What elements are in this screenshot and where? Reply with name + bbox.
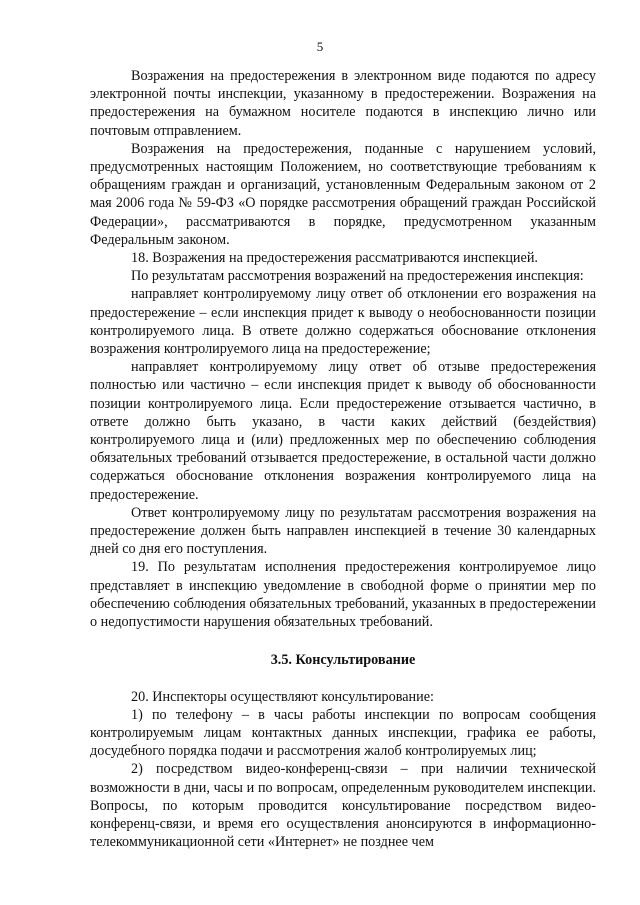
document-body xyxy=(90,67,596,851)
paragraph: направляет контролируемому лицу ответ об отклонении его возражения на предостережение – если инспекция придет к выводу о необоснованности позиции контролируемого лица. В ответе должно содержаться обоснование отклонения возражения контролируемого лица на предостережение; xyxy=(90,286,596,358)
paragraph: 20. Инспекторы осуществляют консультирование: xyxy=(131,688,434,705)
paragraph: направляет контролируемому лицу ответ об отзыве предостережения полностью или частично – если инспекция придет к выводу об обоснованности позиции контролируемого лица. Если предостережение отзывается частично, в ответе должно быть указано, в части каких действий (бездействия) контролируемого лица и (или) предложенных мер по обеспечению соблюдения обязательных требований отзывается предостережение, в остальной части должно содержаться обоснование отклонения возражения контролируемого лица на предостережение. xyxy=(90,359,596,503)
page-number: 5 xyxy=(316,39,324,54)
paragraph: 19. По результатам исполнения предостережения контролируемое лицо представляет в инспекцию уведомление в свободной форме о принятии мер по обеспечению соблюдения обязательных требований, указанных в предостережении о недопустимости нарушения обязательных требований. xyxy=(90,559,596,631)
paragraph: 2) посредством видео-конференц-связи – при наличии технической возможности в дни, часы и по вопросам, определенным руководителем инспекции. Вопросы, по которым проводится консультирование посредством видео-конференц-связи, и время его осуществления анонсируются в информационно-телекоммуникационной сети «Интернет» не позднее чем xyxy=(90,761,596,851)
section-heading: 3.5. Консультирование xyxy=(270,652,416,669)
paragraph: По результатам рассмотрения возражений на предостережения инспекция: xyxy=(131,268,584,285)
paragraph: Возражения на предостережения, поданные с нарушением условий, предусмотренных настоящим Положением, но соответствующие требованиям к обращениям граждан и организаций, установленным Федеральным законом от 2 мая 2006 года № 59-ФЗ «О порядке рассмотрения обращений граждан Российской Федерации», рассматриваются в порядке, предусмотренном указанным Федеральным законом. xyxy=(90,140,596,248)
paragraph: Возражения на предостережения в электронном виде подаются по адресу электронной почты инспекции, указанному в предостережении. Возражения на предостережения на бумажном носителе подаются в инспекцию лично или почтовым отправлением. xyxy=(90,68,596,139)
paragraph: 1) по телефону – в часы работы инспекции по вопросам сообщения контролируемым лицам контактных данных инспекции, графика ее работы, досудебного порядка подачи и рассмотрения жалоб контролируемых лиц; xyxy=(90,706,596,760)
paragraph: 18. Возражения на предостережения рассматриваются инспекцией. xyxy=(131,250,538,267)
paragraph: Ответ контролируемому лицу по результатам рассмотрения возражения на предостережение должен быть направлен инспекцией в течение 30 календарных дней со дня его поступления. xyxy=(90,504,596,558)
